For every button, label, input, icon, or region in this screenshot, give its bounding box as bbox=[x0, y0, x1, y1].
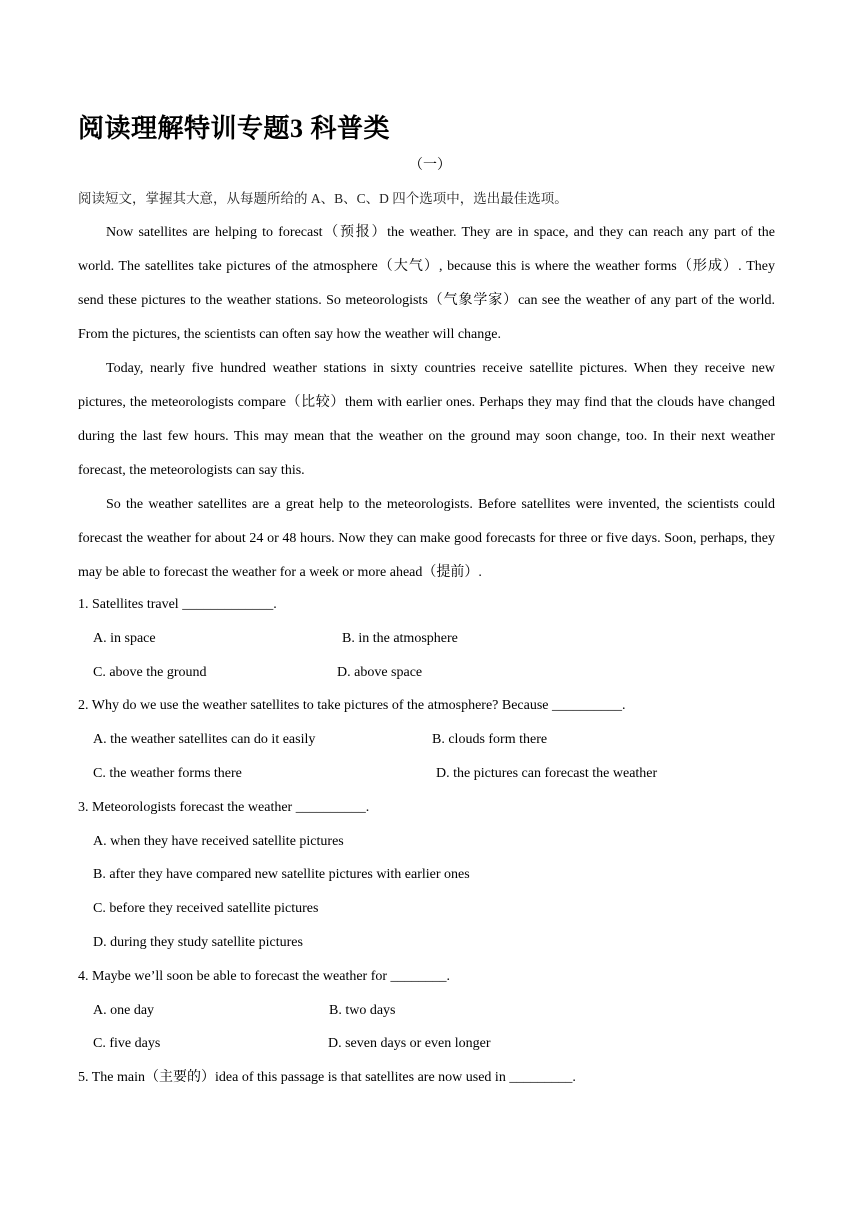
passage-paragraph: Today, nearly five hundred weather stations in sixty countries receive satellite pictures. When they receive new pictures, the meteorologists compare（比较）them with earlier ones. Perhaps they may find that the clouds have changed during the last few hours. This may mean that the weather on the ground may soon change, too. In their next weather forecast, the meteorologists can say this. bbox=[78, 361, 775, 478]
option-a: A. when they have received satellite pictures bbox=[93, 833, 344, 849]
passage-paragraph: So the weather satellites are a great help to the meteorologists. Before satellites were invented, the scientists could forecast the weather for about 24 or 48 hours. Now they can make good forecasts for three or five days. Soon, perhaps, they may be able to forecast the weather for a week or more ahead（提前）. bbox=[78, 497, 775, 580]
option-b: B. clouds form there bbox=[432, 732, 548, 748]
passage-paragraph: Now satellites are helping to forecast（预报）the weather. They are in space, and they can reach any part of the world. The satellites take pictures of the atmosphere（大气）, because this is where the weather forms（形成）. They send these pictures to the weather stations. So meteorologists（气象学家）can see the weather of any part of the world. From the pictures, the scientists can often say how the weather will change. bbox=[78, 225, 775, 342]
option-c: C. five days bbox=[93, 1036, 161, 1052]
question-1-options-row-1 bbox=[78, 622, 775, 656]
instructions: 阅读短文，掌握其大意，从每题所给的 A、B、C、D 四个选项中，选出最佳选项。 bbox=[78, 191, 568, 206]
question-5-stem: 5. The main（主要的）idea of this passage is that satellites are now used in _________. bbox=[78, 1070, 576, 1086]
question-3-option-d-row bbox=[78, 926, 775, 960]
option-a: A. in space bbox=[93, 630, 156, 646]
option-c: C. above the ground bbox=[93, 664, 207, 680]
question-2-options-row-2 bbox=[78, 757, 775, 791]
option-d: D. above space bbox=[337, 664, 423, 680]
question-list bbox=[78, 588, 775, 1095]
option-d: D. the pictures can forecast the weather bbox=[436, 765, 658, 781]
option-d: D. during they study satellite pictures bbox=[93, 934, 303, 950]
option-b: B. two days bbox=[329, 1002, 396, 1018]
section-number: （一） bbox=[409, 158, 451, 173]
question-3-option-b-row bbox=[78, 858, 775, 892]
option-b: B. in the atmosphere bbox=[342, 630, 458, 646]
question-4-options-row-1 bbox=[78, 994, 775, 1028]
question-2-options-row-1 bbox=[78, 723, 775, 757]
question-1-stem: 1. Satellites travel _____________. bbox=[78, 597, 277, 612]
question-3-option-c-row bbox=[78, 892, 775, 926]
option-c: C. before they received satellite pictures bbox=[93, 901, 319, 917]
question-1-options-row-2 bbox=[78, 656, 775, 690]
option-c: C. the weather forms there bbox=[93, 765, 242, 781]
question-4-stem: 4. Maybe we’ll soon be able to forecast the weather for ________. bbox=[78, 968, 451, 984]
question-3-option-a-row bbox=[78, 825, 775, 859]
option-b: B. after they have compared new satellite pictures with earlier ones bbox=[93, 867, 470, 883]
option-a: A. the weather satellites can do it easily bbox=[93, 732, 316, 748]
question-4-options-row-2 bbox=[78, 1027, 775, 1061]
question-3-stem: 3. Meteorologists forecast the weather __________. bbox=[78, 799, 370, 815]
reading-passage bbox=[78, 216, 775, 590]
question-2-stem: 2. Why do we use the weather satellites to take pictures of the atmosphere? Because __________. bbox=[78, 698, 626, 714]
option-d: D. seven days or even longer bbox=[328, 1036, 491, 1052]
option-a: A. one day bbox=[93, 1002, 155, 1018]
page-title: 阅读理解特训专题3 科普类 bbox=[78, 114, 391, 143]
